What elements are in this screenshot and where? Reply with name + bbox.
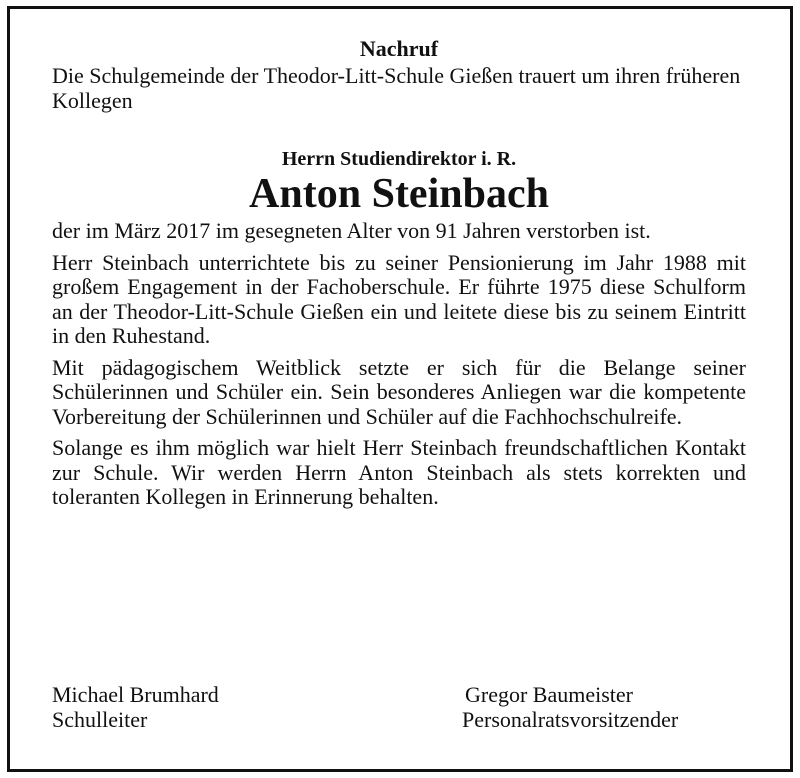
signature-role: Schulleiter	[52, 706, 148, 732]
paragraph-engagement: Mit pädagogischem Weitblick setzte er sich für die Belange seiner Schülerinnen und Schüler ein. Sein besonderes Anliegen war die kompetente Vorbereitung der Schülerinnen und Schüler auf die Fachhochschulreife.	[52, 354, 746, 429]
paragraph-death: der im März 2017 im gesegneten Alter von 91 Jahren verstorben ist.	[52, 218, 651, 243]
signature-principal	[52, 683, 219, 732]
signature-staff-council	[462, 683, 678, 732]
paragraph-remembrance: Solange es ihm möglich war hielt Herr Steinbach freundschaftlichen Kontakt zur Schule. Wir werden Herrn Anton Steinbach als stets korrekten und toleranten Kollegen in Erinnerung behalten.	[52, 435, 746, 509]
deceased-title: Herrn Studiendirektor i. R.	[281, 148, 517, 170]
deceased-name: Anton Steinbach	[249, 171, 549, 217]
signature-name: Michael Brumhard	[52, 682, 219, 707]
signature-role: Personalratsvorsitzender	[462, 706, 679, 732]
signature-name: Gregor Baumeister	[465, 682, 633, 707]
obituary-content	[52, 36, 746, 510]
obituary-heading: Nachruf	[359, 36, 439, 61]
intro-text: Die Schulgemeinde der Theodor-Litt-Schule Gießen trauert um ihren früheren Kollegen	[52, 63, 741, 113]
paragraph-career: Herr Steinbach unterrichtete bis zu seiner Pensionierung im Jahr 1988 mit großem Engagement in der Fachoberschule. Er führte 1975 diese Schulform an der Theodor-Litt-Schule Gießen ein und leitete diese bis zu seinem Eintritt in den Ruhestand.	[52, 249, 746, 348]
